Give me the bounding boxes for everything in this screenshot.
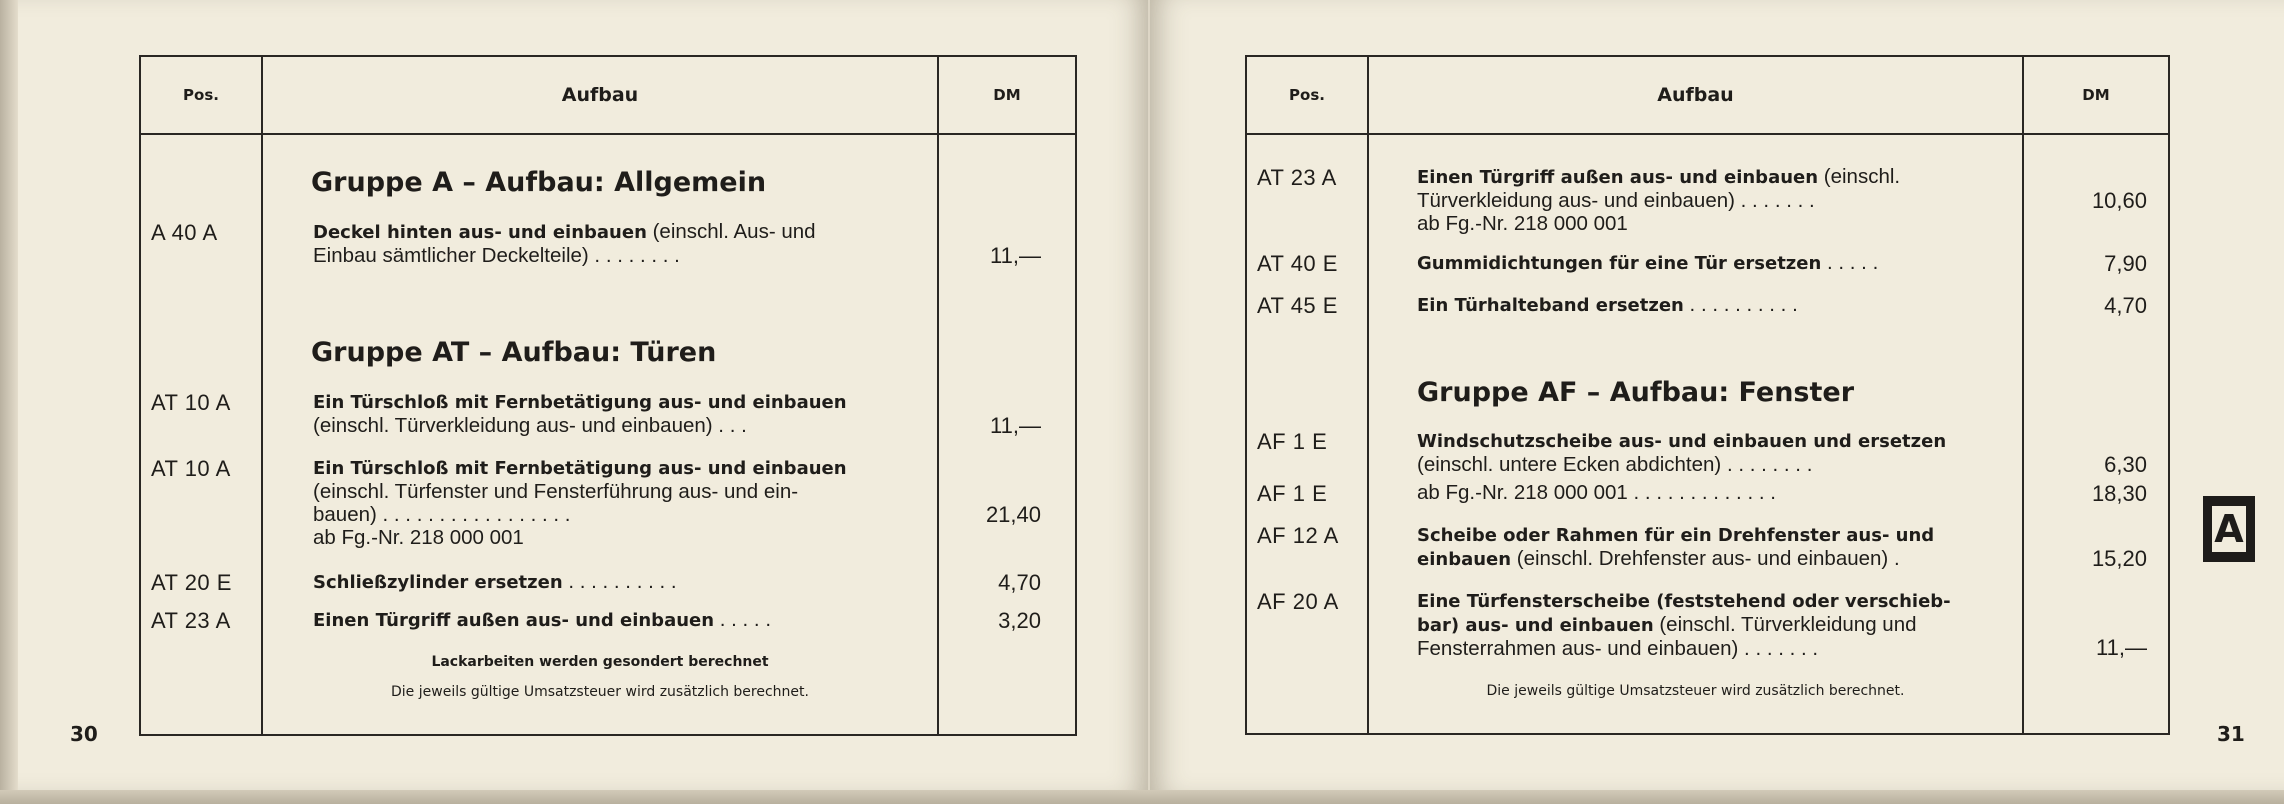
item-title: Eine Türfensterscheibe (feststehend oder verschieb- [1417,591,1951,612]
item-text: (einschl. [1818,165,1901,188]
header-divider [1247,133,2168,135]
column-divider [1367,57,1369,733]
item-price: 11,— [990,413,1041,438]
position-code: AT 10 A [151,390,231,415]
item-title: Ein Türschloß mit Fernbetätigung aus- und einbauen [313,458,847,479]
left-table [139,55,1077,736]
item-title: Einen Türgriff außen aus- und einbauen [1417,167,1819,188]
item-price: 15,20 [2091,546,2147,571]
section-tab [2203,496,2255,562]
item-price: 3,20 [998,608,1041,633]
item-description [313,608,771,632]
item-text: ab Fg.-Nr. 218 000 001 . . . . . . . . . . . . . [1417,481,1776,504]
position-code: AT 23 A [151,608,231,633]
position-code: AT 40 E [1257,251,1338,276]
column-divider [261,57,263,734]
right-table [1245,55,2170,735]
page-number: 30 [70,722,98,746]
item-dots: . . . . . . . . . . [562,570,677,593]
item-description [313,390,847,437]
item-description [1417,589,1951,660]
item-price: 4,70 [998,570,1041,595]
item-price: 11,— [990,243,1041,268]
item-price: 4,70 [2104,293,2147,318]
column-divider [937,57,939,734]
header-divider [141,133,1075,135]
item-price: 7,90 [2104,251,2147,276]
column-divider [2022,57,2024,733]
item-description [1417,429,1946,476]
position-code: AT 23 A [1257,165,1337,190]
header-pos: Pos. [183,86,219,104]
item-title: einbauen [1417,549,1512,570]
item-title: Ein Türschloß mit Fernbetätigung aus- und einbauen [313,392,847,413]
item-text: (einschl. untere Ecken abdichten) . . . . . . . . [1417,453,1813,476]
left-page [18,0,1148,790]
item-text: (einschl. Aus- und [646,220,816,243]
item-title: Ein Türhalteband ersetzen [1417,295,1684,316]
header-aufbau: Aufbau [1657,84,1734,106]
footnote-tax: Die jeweils gültige Umsatzsteuer wird zusätzlich berechnet. [1486,683,1905,699]
header-dm: DM [993,86,1021,104]
item-description [313,220,816,267]
item-description [313,456,847,549]
header-dm: DM [2082,86,2110,104]
item-title: Deckel hinten aus- und einbauen [313,222,647,243]
header-pos: Pos. [1289,86,1325,104]
item-text: Einbau sämtlicher Deckelteile) . . . . . . . . [313,244,680,267]
page-number: 31 [2217,722,2245,746]
item-description [1417,251,1878,275]
header-aufbau: Aufbau [561,84,639,106]
position-code: AF 12 A [1257,523,1339,548]
item-price: 6,30 [2104,452,2147,477]
item-price: 21,40 [985,502,1041,527]
position-code: AT 20 E [151,570,232,595]
item-title: Scheibe oder Rahmen für ein Drehfenster aus- und [1417,525,1935,546]
item-text: (einschl. Drehfenster aus- und einbauen) . [1511,547,1900,570]
item-text: Fensterrahmen aus- und einbauen) . . . . . . . [1417,637,1819,660]
group-heading: Gruppe AT – Aufbau: Türen [311,337,717,368]
item-text: bauen) . . . . . . . . . . . . . . . . . [313,503,571,526]
item-text: (einschl. Türverkleidung aus- und einbauen) . . . [313,414,747,437]
item-description [1417,293,1798,317]
item-price: 18,30 [2091,481,2147,506]
item-text: (einschl. Türverkleidung und [1653,613,1917,636]
footnote-paint: Lackarbeiten werden gesondert berechnet [431,654,769,670]
item-text: Türverkleidung aus- und einbauen) . . . . . . . [1417,189,1815,212]
item-title: Gummidichtungen für eine Tür ersetzen [1417,253,1822,274]
position-code: AF 1 E [1257,429,1328,454]
section-tab-letter: A [2212,506,2246,552]
item-price: 10,60 [2091,188,2147,213]
item-dots: . . . . . [1821,251,1879,274]
item-description [1417,481,1776,504]
item-description [313,570,677,594]
position-code: AT 45 E [1257,293,1338,318]
item-text: ab Fg.-Nr. 218 000 001 [1417,212,1628,235]
item-dots: . . . . . [714,608,772,631]
item-price: 11,— [2096,635,2147,660]
item-text: ab Fg.-Nr. 218 000 001 [313,526,524,549]
item-title: bar) aus- und einbauen [1417,615,1654,636]
footnote-tax: Die jeweils gültige Umsatzsteuer wird zusätzlich berechnet. [391,684,809,700]
position-code: AF 20 A [1257,589,1339,614]
right-page [1150,0,2284,790]
item-description [1417,523,1934,571]
item-title: Einen Türgriff außen aus- und einbauen [313,610,715,631]
item-title: Windschutzscheibe aus- und einbauen und ersetzen [1417,431,1947,452]
item-dots: . . . . . . . . . . [1683,293,1798,316]
group-heading: Gruppe A – Aufbau: Allgemein [311,167,767,198]
page-bottom-edge [0,790,2284,804]
position-code: AT 10 A [151,456,231,481]
item-title: Schließzylinder ersetzen [313,572,563,593]
position-code: A 40 A [151,220,218,245]
item-text: (einschl. Türfenster und Fensterführung aus- und ein- [313,480,799,503]
position-code: AF 1 E [1257,481,1328,506]
item-description [1417,165,1900,235]
group-heading: Gruppe AF – Aufbau: Fenster [1417,377,1855,408]
